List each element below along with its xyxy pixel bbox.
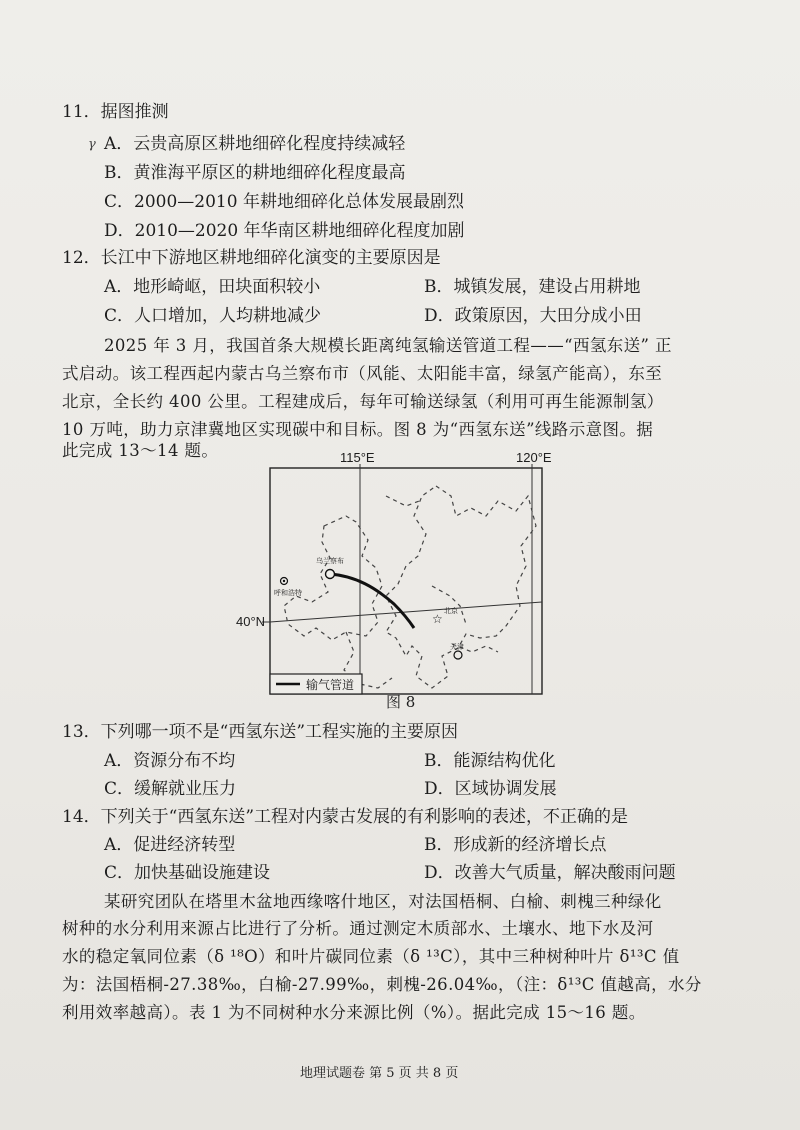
q11-option-c: C．2000—2010 年耕地细碎化总体发展最剧烈	[104, 192, 464, 212]
q14-option-a: A．促进经济转型	[104, 835, 236, 855]
q11-option-d: D．2010—2020 年华南区耕地细碎化程度加剧	[104, 221, 465, 241]
page-footer: 地理试题卷 第 5 页 共 8 页	[300, 1066, 459, 1081]
passage2-line-5: 利用效率越高）。表 1 为不同树种水分来源比例（%）。据此完成 15～16 题。	[62, 1003, 646, 1022]
passage1-line-1: 2025 年 3 月，我国首条大规模长距离纯氢输送管道工程——“西氢东送” 正	[104, 336, 672, 355]
passage1-line-5: 此完成 13～14 题。	[62, 441, 219, 460]
passage1-line-3: 北京，全长约 400 公里。工程建成后，每年可输送绿氢（利用可再生能源制氢）	[62, 392, 664, 411]
route-map-figure	[236, 450, 556, 718]
q12-option-b: B．城镇发展，建设占用耕地	[424, 277, 641, 297]
beijing-star-symbol: ☆	[432, 612, 443, 626]
passage2-line-3: 水的稳定氧同位素（δ ¹⁸O）和叶片碳同位素（δ ¹³C），其中三种树种叶片 δ¹³C 值	[62, 947, 680, 966]
passage1-line-2: 式启动。该工程西起内蒙古乌兰察布市（风能、太阳能丰富，绿氢产能高），东至	[62, 364, 663, 383]
lat-label-40: 40°N	[236, 614, 266, 629]
map-frame	[270, 468, 542, 694]
passage1-line-4: 10 万吨，助力京津冀地区实现碳中和目标。图 8 为“西氢东送”线路示意图。据	[62, 420, 654, 439]
route-map	[236, 456, 556, 718]
q13-option-a: A．资源分布不均	[104, 751, 236, 771]
city-label-ulanqab: 乌兰察布	[316, 557, 344, 565]
q11-stem: 11．据图推测	[62, 102, 169, 122]
passage2-line-4: 为：法国梧桐-27.38‰，白榆-27.99‰，刺槐-26.04‰，（注：δ¹³C 值越高，水分	[62, 975, 702, 994]
city-label-beijing: 北京	[444, 607, 458, 615]
city-label-hohhot: 呼和浩特	[274, 589, 302, 597]
ulanqab-city-symbol	[326, 570, 335, 579]
q14-option-d: D．改善大气质量，解决酸雨问题	[424, 863, 676, 883]
tianjin-city-symbol	[454, 651, 462, 659]
q13-stem: 13．下列哪一项不是“西氢东送”工程实施的主要原因	[62, 722, 459, 742]
q12-option-a: A．地形崎岖，田块面积较小	[104, 277, 321, 297]
q11-option-b: B．黄淮海平原区的耕地细碎化程度最高	[104, 163, 406, 183]
q13-option-b: B．能源结构优化	[424, 751, 556, 771]
passage2-line-2: 树种的水分利用来源占比进行了分析。通过测定木质部水、土壤水、地下水及河	[62, 919, 654, 938]
q14-option-b: B．形成新的经济增长点	[424, 835, 607, 855]
passage2-line-1: 某研究团队在塔里木盆地西缘喀什地区，对法国梧桐、白榆、刺槐三种绿化	[104, 892, 662, 911]
q11-option-a: A．云贵高原区耕地细碎化程度持续减轻	[104, 134, 406, 154]
q12-option-c: C．人口增加，人均耕地减少	[104, 306, 322, 326]
legend-label: 输气管道	[306, 678, 355, 692]
q13-option-d: D．区域协调发展	[424, 779, 557, 799]
handwritten-mark: γ	[88, 137, 96, 152]
city-label-tianjin: 天津	[450, 643, 464, 651]
q14-option-c: C．加快基础设施建设	[104, 863, 271, 883]
q12-option-d: D．政策原因，大田分成小田	[424, 306, 642, 326]
figure-caption: 图 8	[386, 693, 416, 711]
q12-stem: 12．长江中下游地区耕地细碎化演变的主要原因是	[62, 248, 441, 268]
q14-stem: 14．下列关于“西氢东送”工程对内蒙古发展的有利影响的表述，不正确的是	[62, 807, 629, 827]
hydrogen-pipeline	[330, 574, 414, 628]
lon-label-120: 120°E	[516, 450, 552, 465]
q13-option-c: C．缓解就业压力	[104, 779, 237, 799]
lon-label-115: 115°E	[340, 450, 375, 465]
